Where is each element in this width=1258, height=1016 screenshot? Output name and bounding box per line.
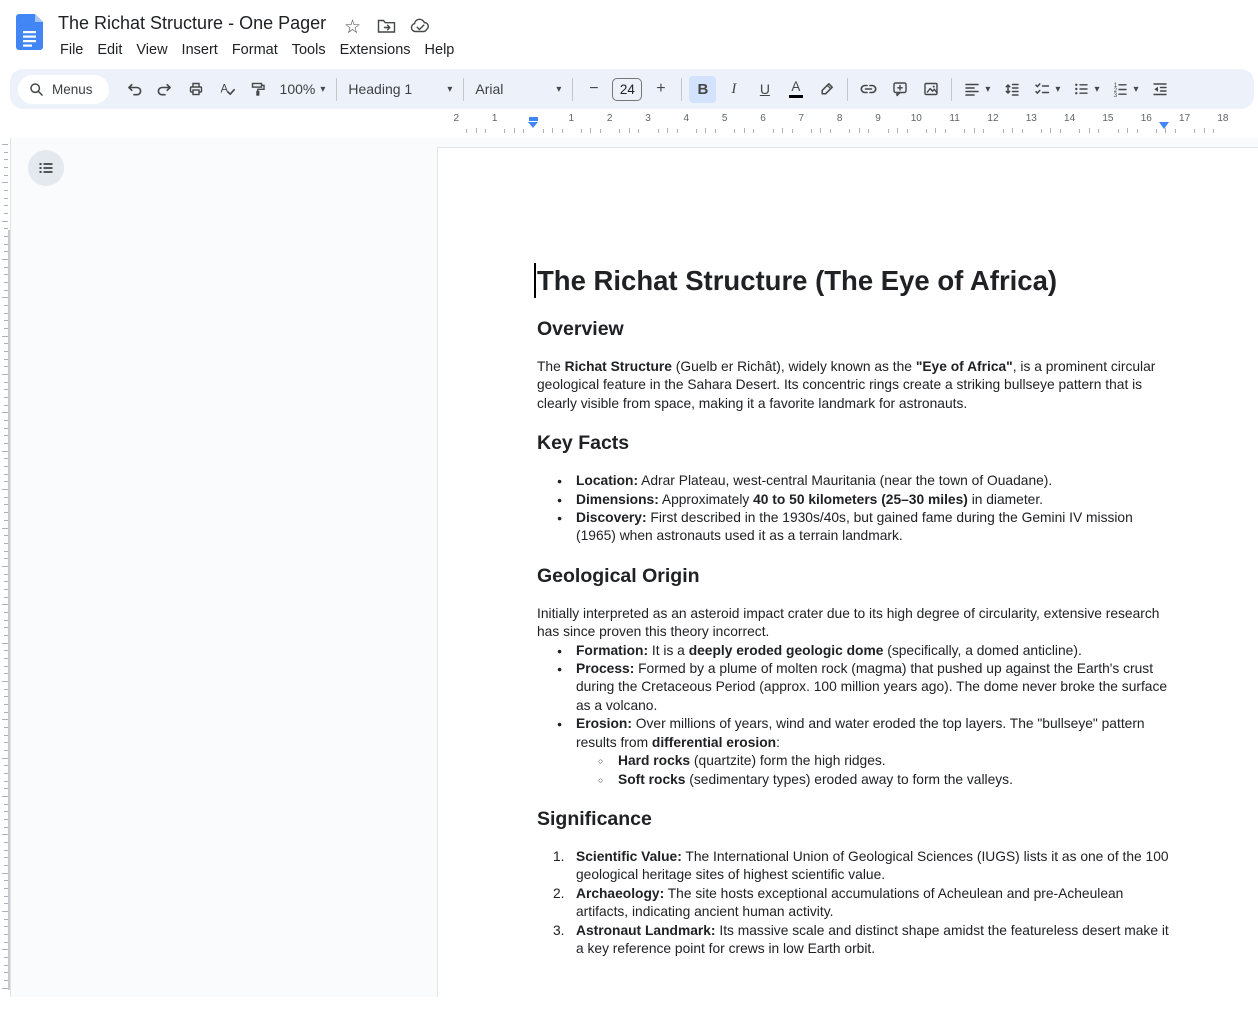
ruler-tick <box>523 129 524 133</box>
ruler-tick <box>677 129 678 133</box>
menu-item-insert[interactable]: Insert <box>181 42 218 58</box>
text-color-icon: A <box>789 80 803 98</box>
ruler-tick <box>2 182 8 183</box>
paragraph-style-select[interactable] <box>342 76 458 103</box>
paint-format-button[interactable] <box>245 76 272 103</box>
horizontal-ruler[interactable] <box>0 109 1258 138</box>
ruler-tick <box>476 128 477 133</box>
paragraph[interactable] <box>537 358 1169 413</box>
ruler-tick <box>1041 129 1042 133</box>
editor-canvas <box>0 138 1258 997</box>
ruler-tick <box>897 128 898 133</box>
chevron-down-icon: ▾ <box>320 83 326 95</box>
text-run: Approximately <box>658 491 754 507</box>
insert-image-button[interactable] <box>917 76 944 103</box>
svg-text:A: A <box>220 83 229 96</box>
ruler-tick <box>1213 129 1214 133</box>
ruler-number: 13 <box>1025 113 1037 124</box>
ruler-number: 14 <box>1064 113 1076 124</box>
ruler-tick <box>466 129 467 133</box>
add-comment-button[interactable] <box>886 76 913 103</box>
ruler-tick <box>1194 129 1195 133</box>
undo-button[interactable] <box>121 76 148 103</box>
menu-item-format[interactable]: Format <box>231 42 278 58</box>
ruler-tick <box>1127 128 1128 133</box>
ruler-tick <box>4 198 8 199</box>
text-cursor <box>534 263 536 298</box>
bold-text-run: Archaeology: <box>576 885 665 901</box>
text-run: (Guelb er Richât), widely known as the <box>671 359 916 374</box>
ruler-tick <box>600 129 601 133</box>
text-run: , is a prominent circular geological feature in the Sahara Desert. Its concentric rings create a striking bullseye pattern that is clearly visible from space, making it a favorite landmark for astronauts. <box>537 359 1156 411</box>
checklist-button[interactable] <box>1027 76 1066 103</box>
bold-text-run: Scientific Value: <box>576 848 682 864</box>
ruler-tick <box>983 129 984 133</box>
list-marker: ○ <box>598 774 604 785</box>
text-run: First described in the 1930s/40s, but gained fame during the Gemini IV mission (1965) when astronauts used it as a terrain landmark. <box>576 510 1133 544</box>
menubar <box>53 38 461 62</box>
ruler-tick <box>782 128 783 133</box>
ruler-tick <box>1050 128 1051 133</box>
ruler-tick <box>1098 129 1099 133</box>
chevron-down-icon: ▾ <box>1055 83 1061 95</box>
ruler-tick <box>2 144 8 145</box>
ruler-tick <box>581 129 582 133</box>
menu-item-extensions[interactable]: Extensions <box>339 42 411 58</box>
toolbar-divider <box>463 78 464 101</box>
heading-key-facts[interactable]: Key Facts <box>537 432 630 455</box>
ruler-tick <box>1022 129 1023 133</box>
ruler-tick <box>1089 128 1090 133</box>
chevron-down-icon: ▾ <box>1133 83 1139 95</box>
sub-list-item[interactable] <box>537 752 1169 770</box>
list-item[interactable] <box>537 715 1169 752</box>
decrease-indent-button[interactable] <box>1147 76 1174 103</box>
bold-text-run: differential erosion <box>651 734 777 750</box>
text-run: (specifically, a domed anticline). <box>883 642 1082 658</box>
ruler-tick <box>830 129 831 133</box>
list-item[interactable] <box>537 642 1169 660</box>
ruler-number: 11 <box>949 113 960 124</box>
bold-text-run: Soft rocks <box>618 771 686 787</box>
ruler-tick <box>4 190 8 191</box>
chevron-down-icon: ▾ <box>447 83 453 95</box>
ruler-tick <box>868 129 869 133</box>
ruler-tick <box>974 128 975 133</box>
text-run: It is a <box>648 642 689 658</box>
line-spacing-button[interactable] <box>998 76 1025 103</box>
document-page[interactable] <box>437 147 1258 998</box>
text-run: The <box>537 359 565 374</box>
font-size-input[interactable]: 24 <box>612 78 642 101</box>
text-run: Its massive scale and distinct shape amidst the featureless desert make it a key reference point for crews in low Earth orbit. <box>576 922 1169 956</box>
ruler-tick <box>926 129 927 133</box>
ruler-tick <box>792 129 793 133</box>
list-marker: 3. <box>553 922 565 938</box>
list-marker: ● <box>557 494 563 505</box>
align-button[interactable] <box>957 76 996 103</box>
ruler-number: 10 <box>910 113 922 124</box>
ruler-number: 17 <box>1179 113 1191 124</box>
ruler-tick <box>485 129 486 133</box>
list-item[interactable] <box>537 922 1169 959</box>
menu-item-help[interactable]: Help <box>424 42 455 58</box>
text-run: : <box>776 734 780 750</box>
viewport-bottom-gap <box>0 997 1258 1016</box>
ruler-number: 16 <box>1140 113 1152 124</box>
list-marker: ● <box>557 645 563 656</box>
ruler-tick <box>811 129 812 133</box>
toolbar-divider <box>951 78 952 101</box>
list-item[interactable] <box>537 509 1169 546</box>
menus-label: Menus <box>52 81 93 97</box>
bold-text-run: Dimensions: <box>576 491 659 507</box>
document-content[interactable] <box>537 263 1169 958</box>
bold-text-run: Hard rocks <box>618 753 691 769</box>
decrease-font-size-button[interactable]: − <box>589 80 599 97</box>
ruler-tick <box>4 175 8 176</box>
insert-link-button[interactable] <box>855 76 882 103</box>
ruler-tick <box>638 129 639 133</box>
toolbar-divider <box>847 78 848 101</box>
docs-logo-icon[interactable] <box>16 14 43 50</box>
menu-item-file[interactable]: File <box>60 42 84 58</box>
ruler-tick <box>1118 129 1119 133</box>
ruler-tick <box>543 129 544 133</box>
text-run: Formed by a plume of molten rock (magma) that pushed up against the Earth's crust during the Cretaceous Period (approx. 100 million years ago). The dome never broke the surface as a volcano. <box>576 661 1168 713</box>
ruler-number: 7 <box>798 113 805 124</box>
ruler-number: 12 <box>987 113 999 124</box>
list-item[interactable] <box>537 885 1169 922</box>
list-marker: ● <box>557 719 563 730</box>
list-marker: ● <box>557 664 563 675</box>
move-folder-icon[interactable] <box>377 18 396 34</box>
list-marker: ● <box>557 476 563 487</box>
print-button[interactable] <box>183 76 210 103</box>
show-outline-button[interactable] <box>28 150 64 186</box>
ruler-tick <box>667 128 668 133</box>
vertical-ruler[interactable] <box>0 138 11 997</box>
highlight-color-button[interactable] <box>813 76 840 103</box>
svg-text:1: 1 <box>1114 83 1118 89</box>
toolbar-divider <box>681 78 682 101</box>
ruler-tick <box>658 129 659 133</box>
ruler-tick <box>696 129 697 133</box>
ruler-tick <box>935 128 936 133</box>
menu-item-edit[interactable]: Edit <box>97 42 123 58</box>
chevron-down-icon: ▾ <box>556 83 562 95</box>
bold-text-run: Erosion: <box>576 716 632 732</box>
menus-search-button[interactable] <box>18 75 109 104</box>
ruler-tick <box>1060 129 1061 133</box>
ruler-number: 15 <box>1102 113 1114 124</box>
toolbar <box>10 69 1254 109</box>
topbar <box>0 0 1258 69</box>
cloud-saved-icon[interactable] <box>410 18 431 34</box>
toolbar-divider <box>572 78 573 101</box>
ruler-number: 8 <box>836 113 843 124</box>
ruler-tick <box>629 128 630 133</box>
svg-text:3: 3 <box>1114 93 1118 98</box>
style-value: Heading 1 <box>348 81 413 97</box>
zoom-select[interactable] <box>274 76 332 103</box>
redo-button[interactable] <box>152 76 179 103</box>
ruler-tick <box>1204 128 1205 133</box>
ruler-tick <box>552 128 553 133</box>
ruler-tick <box>590 128 591 133</box>
ruler-tick <box>945 129 946 133</box>
ruler-tick <box>1175 129 1176 133</box>
italic-button[interactable]: I <box>731 80 737 97</box>
ruler-number: 3 <box>645 113 651 124</box>
ruler-tick <box>964 129 965 133</box>
bold-text-run: Richat Structure <box>564 359 672 374</box>
ruler-tick <box>4 152 8 153</box>
ruler-number: 4 <box>683 113 690 124</box>
list-item[interactable] <box>537 848 1169 885</box>
ruler-number: 5 <box>721 113 728 124</box>
text-run: The site hosts exceptional accumulations of Acheulean and pre-Acheulean artifacts, indicating ancient human activity. <box>576 885 1124 920</box>
right-indent-marker[interactable] <box>1159 122 1169 129</box>
ruler-tick <box>1079 129 1080 133</box>
increase-font-size-button[interactable]: + <box>656 80 666 97</box>
svg-text:2: 2 <box>1114 88 1118 94</box>
font-value: Arial <box>475 81 504 97</box>
horizontal-ruler-scale <box>437 109 1258 138</box>
chevron-down-icon: ▾ <box>985 83 991 95</box>
heading-overview[interactable]: Overview <box>537 318 624 340</box>
ruler-tick <box>773 129 774 133</box>
text-run: Initially interpreted as an asteroid impact crater due to its high degree of circularity, extensive research has since proven this theory incorrect. <box>537 605 1160 640</box>
ruler-tick <box>4 167 8 168</box>
text-run: Over millions of years, wind and water eroded the top layers. The "bullseye" pattern results from <box>576 716 1145 750</box>
text-run: (sedimentary types) eroded away to form the valleys. <box>685 771 1013 787</box>
ruler-tick <box>1003 129 1004 133</box>
ruler-tick <box>1012 128 1013 133</box>
list-marker: ● <box>557 513 563 524</box>
ruler-number: 2 <box>606 113 613 124</box>
spellcheck-button[interactable] <box>214 76 241 103</box>
bold-text-run: deeply eroded geologic dome <box>688 642 884 658</box>
list-marker: ○ <box>598 756 604 767</box>
menu-item-view[interactable]: View <box>136 42 168 58</box>
doc-heading-1[interactable]: The Richat Structure (The Eye of Africa) <box>537 263 1169 299</box>
ruler-tick <box>504 129 505 133</box>
underline-button[interactable]: U <box>759 81 770 97</box>
ruler-page-band <box>8 230 10 990</box>
ruler-tick <box>705 128 706 133</box>
sub-list-item[interactable] <box>537 771 1169 789</box>
ruler-tick <box>4 213 8 214</box>
ruler-tick <box>744 128 745 133</box>
document-title[interactable]: The Richat Structure - One Pager <box>58 13 327 33</box>
ruler-number: 18 <box>1217 113 1229 124</box>
bulleted-list-button[interactable] <box>1066 76 1105 103</box>
ruler-tick <box>4 159 8 160</box>
ruler-number: 1 <box>568 113 575 124</box>
bold-text-run: Formation: <box>576 642 649 658</box>
outline-icon <box>37 159 55 177</box>
ruler-tick <box>2 221 8 222</box>
ruler-number: 9 <box>875 113 881 124</box>
ruler-tick <box>1137 129 1138 133</box>
ruler-tick <box>4 205 8 206</box>
ruler-tick <box>849 129 850 133</box>
bold-text-run: 40 to 50 kilometers (25–30 miles) <box>753 491 968 507</box>
ruler-number: 1 <box>491 113 498 124</box>
left-indent-marker[interactable] <box>528 117 538 128</box>
bold-text-run: Discovery: <box>576 510 647 526</box>
ruler-number: 2 <box>453 113 460 124</box>
ruler-tick <box>753 129 754 133</box>
text-run: (quartzite) form the high ridges. <box>690 753 886 769</box>
list-marker: 2. <box>553 885 565 901</box>
paragraph[interactable] <box>537 605 1169 642</box>
ruler-tick <box>619 129 620 133</box>
list-item[interactable] <box>537 660 1169 715</box>
text-run: in diameter. <box>967 491 1044 507</box>
star-icon[interactable]: ☆ <box>344 17 362 38</box>
heading-significance[interactable]: Significance <box>537 807 652 830</box>
ruler-number: 6 <box>760 113 766 124</box>
ruler-tick <box>859 128 860 133</box>
ruler-tick <box>907 129 908 133</box>
ruler-tick <box>562 129 563 133</box>
menu-item-tools[interactable]: Tools <box>291 42 326 58</box>
ruler-tick <box>888 129 889 133</box>
ruler-tick <box>820 128 821 133</box>
ruler-tick <box>734 129 735 133</box>
toolbar-divider <box>336 78 337 101</box>
zoom-value: 100% <box>279 81 316 97</box>
ruler-tick <box>1156 129 1157 133</box>
search-icon <box>29 82 44 97</box>
heading-geological-origin[interactable]: Geological Origin <box>537 564 700 587</box>
list-item[interactable] <box>537 472 1169 490</box>
bold-button[interactable]: B <box>689 76 716 103</box>
ruler-tick <box>715 129 716 133</box>
chevron-down-icon: ▾ <box>1094 83 1100 95</box>
text-run: The International Union of Geological Sciences (IUGS) lists it as one of the 100 geological heritage sites of highest scientific value. <box>576 848 1169 883</box>
bold-text-run: Process: <box>576 661 635 677</box>
text-run: Adrar Plateau, west-central Mauritania (near the town of Ouadane). <box>638 473 1053 489</box>
text-color-button[interactable] <box>782 76 809 103</box>
font-select[interactable] <box>469 76 567 103</box>
bold-text-run: "Eye of Africa" <box>915 359 1013 374</box>
bold-text-run: Astronaut Landmark: <box>576 922 716 938</box>
list-marker: 1. <box>553 848 565 864</box>
bold-text-run: Location: <box>576 473 639 489</box>
list-item[interactable] <box>537 491 1169 509</box>
numbered-list-button[interactable] <box>1105 76 1144 103</box>
ruler-tick <box>514 128 515 133</box>
